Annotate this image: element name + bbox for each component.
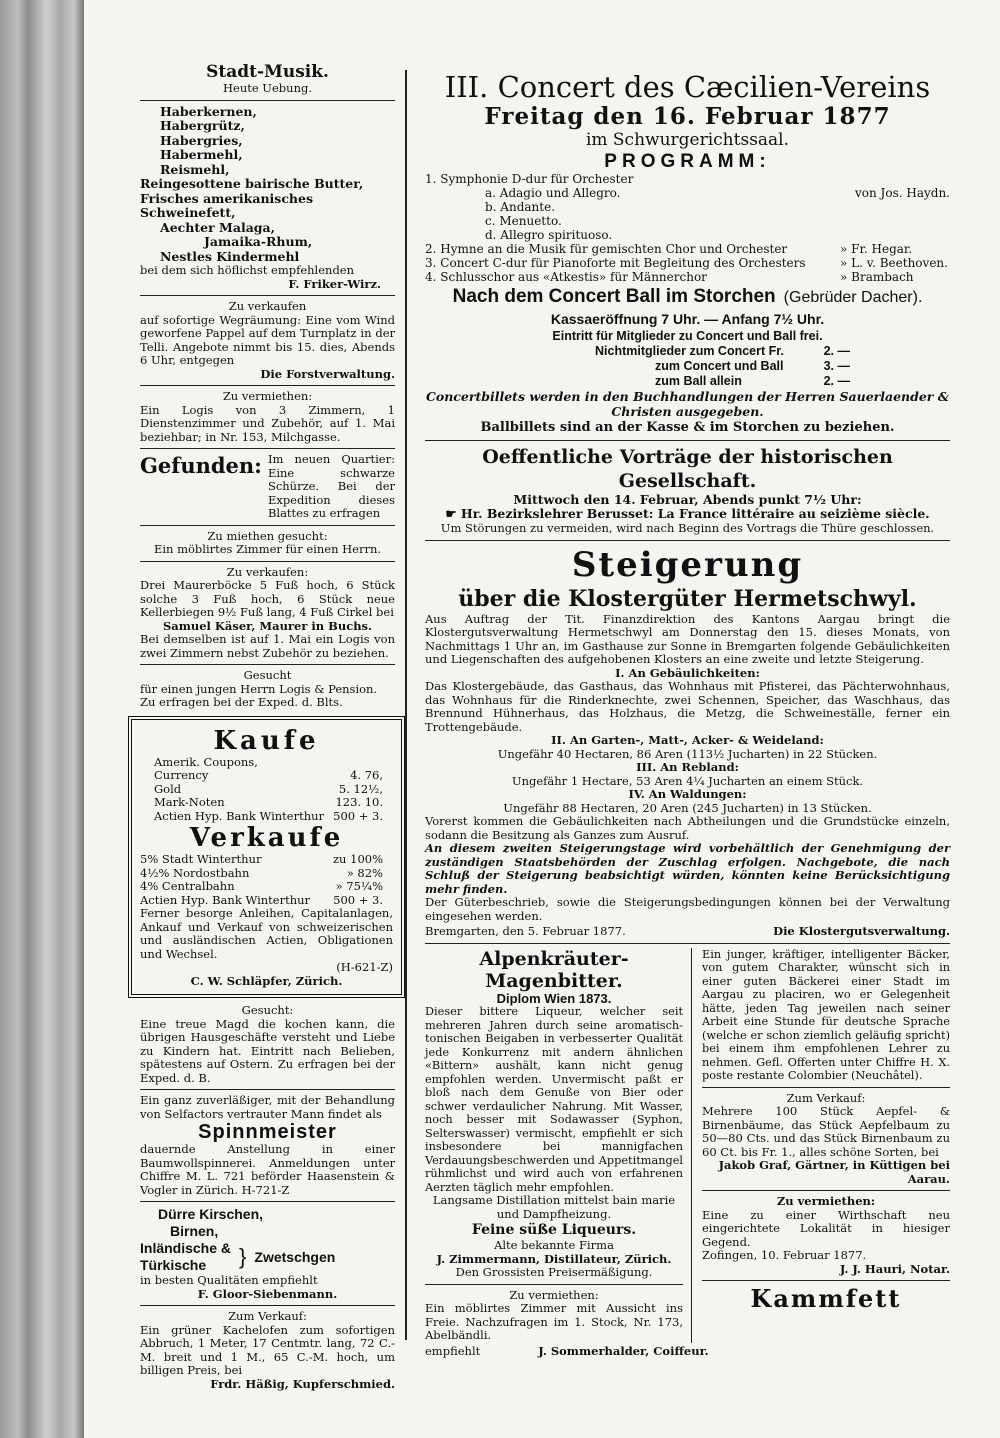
programm-list <box>425 172 950 284</box>
price-row <box>595 359 850 374</box>
steigerung-bold-note: An diesem zweiten Steigerungstage wird vorbehältlich der Genehmigung der zuständigen Staatsbehörden der Zuschlag erfolgen. Nachgebote, die nach Schluß der Steigerung beabsichtigt würden, könnten keine Berücksichtigung mehr finden. <box>425 841 950 896</box>
baeume-text: Mehrere 100 Stück Aepfel- & Birnenbäume, das Stück Aepfelbaum zu 50—80 Cts. und das Stück Birnenbaum zu 60 Ct. bis Fr. 1., alles schöne Sorten, bei <box>702 1104 950 1159</box>
row-label: 4½% Nordostbahn <box>140 865 250 880</box>
price-row <box>595 374 850 389</box>
ad-item: Habermehl, <box>160 147 243 162</box>
steigerung-section: II. An Garten-, Matt-, Acker- & Weideland: <box>551 733 824 747</box>
gloor-group <box>140 1240 395 1274</box>
kaufe-row <box>154 769 383 783</box>
verkaufen-heading: Zu verkaufen <box>228 299 307 313</box>
kachel-name: Frdr. Häßig, Kupferschmied. <box>210 1376 395 1391</box>
kaufe-table <box>140 756 393 824</box>
book-binding-edge <box>0 0 84 1438</box>
item-composer: von Jos. Haydn. <box>855 186 950 200</box>
divider <box>140 525 395 526</box>
steigerung-subheading: über die Klostergüter Hermetschwyl. <box>458 585 917 612</box>
vermiethen-heading: Zu vermiethen: <box>222 389 313 403</box>
ball-line <box>425 286 950 307</box>
vortrag-note: Um Störungen zu vermeiden, wird nach Beginn des Vortrags die Thüre geschlossen. <box>440 521 935 535</box>
billets: Concertbillets werden in den Buchhandlungen der Herren Sauerlaender & Christen ausgegeben. <box>425 388 950 419</box>
ball-host: (Gebrüder Dacher). <box>783 289 923 306</box>
heute-uebung: Heute Uebung. <box>222 81 312 95</box>
price-label: zum Concert und Ball <box>655 358 784 373</box>
divider <box>425 1284 683 1285</box>
steigerung-place: Bremgarten, den 5. Februar 1877. <box>425 924 626 938</box>
item-text: a. Adagio und Allegro. <box>485 186 621 200</box>
kammfett-heading: Kammfett <box>750 1284 902 1313</box>
programm-item <box>425 270 950 284</box>
vortrag-heading: Oeffentliche Vorträge der historischen Gesellschaft. <box>482 445 893 492</box>
baeume-heading: Zum Verkauf: <box>786 1090 866 1105</box>
vortrag-speaker <box>425 506 950 522</box>
row-value: 5. 12½, <box>338 781 383 796</box>
price-list <box>425 344 950 389</box>
divider <box>140 385 395 386</box>
kaufe-heading: Kaufe <box>213 725 320 756</box>
programm-item: c. Menuetto. <box>485 214 562 228</box>
divider <box>425 540 950 541</box>
row-value: » 82% <box>346 865 383 880</box>
ad-item: Habergrütz, <box>160 118 245 133</box>
kaufe-row <box>154 810 383 824</box>
gloor-note: in besten Qualitäten empfiehlt <box>140 1273 318 1287</box>
ballbillets: Ballbillets sind an der Kasse & im Storchen zu beziehen. <box>480 419 895 435</box>
liqueurs-firm: Alte bekannte Firma <box>494 1238 614 1252</box>
gloor-name: F. Gloor-Siebenmann. <box>197 1286 338 1301</box>
kachel-text: Ein grüner Kachelofen zum sofortigen Abbruch, 1 Meter, 17 Centmtr. lang, 72 C.-M. breit und 1 M., 65 C.-M. hoch, um billigen Preis, bei <box>140 1322 395 1377</box>
gloor-right: Zwetschgen <box>254 1248 336 1265</box>
divider <box>140 561 395 562</box>
vortrag-speaker-text: Hr. Bezirkslehrer Berusset: La France littéraire au seizième siècle. <box>460 506 930 521</box>
item-number: 3. <box>425 256 437 270</box>
concert-date: Freitag den 16. Februar 1877 <box>484 103 891 130</box>
verkaufen2-note: Bei demselben ist auf 1. Mai ein Logis von zwei Zimmern nebst Zubehör zu beziehen. <box>140 632 395 660</box>
item-text: Schlusschor aus «Atkestis» für Männerchor <box>440 270 707 284</box>
alpen-diplom: Diplom Wien 1873. <box>496 990 612 1006</box>
verkaufen2-text: Drei Maurerböcke 5 Fuß hoch, 6 Stück solche 3 Fuß hoch, 6 Stück neue Kellerbiegen 9½ Fuß lang, 4 Fuß Cirkel bei <box>140 578 395 619</box>
verkaufe-row <box>140 867 383 881</box>
gloor-line: Dürre Kirschen, <box>158 1206 264 1222</box>
row-label: Amerik. Coupons, <box>154 754 258 769</box>
programm-item <box>425 172 950 186</box>
schlaepfer-ad-box <box>128 716 405 999</box>
steigerung-section-text: Ungefähr 40 Hectaren, 86 Aren (113½ Jucharten) in 22 Stücken. <box>497 746 878 761</box>
gesucht1-note: Zu erfragen bei der Exped. d. Blts. <box>140 695 343 709</box>
row-label: Actien Hyp. Bank Winterthur <box>154 808 325 823</box>
programm-item <box>425 242 950 256</box>
steigerung-sign: Die Klostergutsverwaltung. <box>773 924 950 938</box>
right-subcolumn <box>702 948 950 1343</box>
item-number: 4. <box>425 270 437 284</box>
alpen-text: Dieser bittere Liqueur, welcher seit mehreren Jahren durch seine aromatisch-tonischen Beigaben in verbesserter Qualität jede Konkurrenz mit andern ähnlichen «Bittern» aushält, kann nicht genug empfohlen werden. Unvermischt paßt er bloß nach dem Genuße von Bier oder schwer verdaulicher Nahrung. Mit Wasser, noch besser mit Sodawasser (Syphon, Selterswasser) vermischt, empfiehlt er sich insbesondere bei mannigfachen Verdauungsbeschwerden und Appetitmangel rühmlichst und wird auch von erfahrenen Aerzten täglich mehr empfohlen. <box>425 1005 683 1194</box>
gesucht1-heading: Gesucht <box>243 668 292 682</box>
ad-item: Reingesottene bairische Butter, <box>140 176 364 191</box>
baecker-text: Ein junger, kräftiger, intelligenter Bäcker, von gutem Charakter, wünscht sich in einer guten Bäckerei einer Stadt im Aargau zu placiren, wo er Gelegenheit hätte, jeden Tag jeweilen nach seiner Arbeit eine Stunde für deutsche Sprache (welche er schon ziemlich geläufig spricht) bei einem ihm empfohlenen Lehrer zu nehmen. Gefl. Offerten unter Chiffre H. X. poste restante Colombier (Neuchâtel). <box>702 947 950 1082</box>
ad-item: Reismehl, <box>160 161 230 177</box>
verkaufen-sign: Die Forstverwaltung. <box>260 366 395 381</box>
concert-place: im Schwurgerichtssaal. <box>585 130 790 150</box>
verkaufe-code: (H-621-Z) <box>336 960 393 974</box>
ball-text: Nach dem Concert Ball im Storchen <box>452 286 776 307</box>
item-composer: » Brambach <box>840 270 914 284</box>
row-value: 500 + 3. <box>333 808 383 823</box>
eintritt: Eintritt für Mitglieder zu Concert und Ball frei. <box>552 328 823 343</box>
price-row <box>595 344 850 359</box>
alpen-dist: Langsame Distillation mittelst bain marie und Dampfheizung. <box>432 1193 676 1221</box>
divider <box>425 943 950 944</box>
column-divider <box>405 70 407 1340</box>
spinn-text: dauernde Anstellung in einer Baumwollspinnerei. Anmeldungen unter Chiffre M. L. 721 beförder Haasenstein & Vogler in Zürich. H-721-Z <box>140 1142 395 1197</box>
divider <box>702 1087 950 1088</box>
programm-item <box>425 256 950 270</box>
programm-item <box>425 186 950 200</box>
alpen-heading: Alpenkräuter-Magenbitter. <box>479 947 629 992</box>
programm-item: d. Allegro spirituoso. <box>485 228 613 242</box>
divider <box>140 100 395 101</box>
row-value: 4. 76, <box>350 768 383 782</box>
ad-item: Habergries, <box>160 132 243 148</box>
row-label: Currency <box>154 768 209 782</box>
price-label: Nichtmitglieder zum Concert Fr. <box>595 343 784 358</box>
verkaufe-row <box>140 853 383 867</box>
row-label: Gold <box>154 781 182 796</box>
gefunden-heading: Gefunden: <box>140 453 262 478</box>
ad-item: Jamaika-Rhum, <box>204 234 313 249</box>
friker-name: F. Friker-Wirz. <box>288 276 381 291</box>
row-value: 123. 10. <box>335 795 383 809</box>
item-composer: » Fr. Hegar. <box>840 242 913 256</box>
right-column <box>425 70 950 1358</box>
kaufe-row <box>154 796 383 810</box>
steigerung-heading: Steigerung <box>571 544 804 585</box>
gesucht1-text: für einen jungen Herrn Logis & Pension. <box>140 681 378 696</box>
bottom-section <box>425 948 950 1343</box>
ad-item: Nestles Kindermehl <box>160 248 300 264</box>
concert-title: III. Concert des Cæcilien-Vereins <box>444 70 931 104</box>
steigerung-section-text: Ungefähr 88 Hectaren, 20 Aren (245 Jucharten) in 13 Stücken. <box>503 800 872 815</box>
price-label: zum Ball allein <box>655 373 742 388</box>
divider <box>140 448 395 449</box>
item-number: 1. <box>425 172 437 186</box>
stadt-musik-heading: Stadt-Musik. <box>206 62 329 82</box>
steigerung-note: Der Güterbeschrieb, sowie die Steigerungsbedingungen können bei der Verwaltung eingesehen werden. <box>425 895 950 923</box>
item-composer: » L. v. Beethoven. <box>840 256 948 270</box>
kachel-heading: Zum Verkauf: <box>228 1309 307 1323</box>
row-value: » 75¼% <box>335 879 383 893</box>
programm-heading: PROGRAMM: <box>604 151 771 172</box>
steigerung-section: I. An Gebäulichkeiten: <box>615 665 760 680</box>
kammfett-pre: empfiehlt <box>425 1343 481 1358</box>
vermiethen-text: Ein Logis von 3 Zimmern, 1 Dienstenzimmer und Zubehör, auf 1. Mai beziehbar; in Nr. 153, Milchgasse. <box>140 402 395 444</box>
verkaufe-row <box>140 880 383 894</box>
wirth-sign: J. J. Hauri, Notar. <box>839 1261 950 1276</box>
price-value: 2. — <box>823 343 850 358</box>
ad-item: Haberkernen, <box>160 103 257 119</box>
kaufe-row <box>154 756 383 770</box>
gefunden-ad <box>140 453 395 521</box>
steigerung-section: III. An Rebland: <box>636 760 739 774</box>
steigerung-section-text: Das Klostergebäude, das Gasthaus, das Wohnhaus mit Pfisterei, das Pächterwohnhaus, das Wohnhaus für die Rinderknechte, zwei Schennen, Speicher, das Waschhaus, das Brennund Hühnerhaus, das Holzhaus, die Metzg, die Schweineställe, ferner ein Trottengebäude. <box>425 679 950 734</box>
verkaufe-heading: Verkaufe <box>189 823 344 853</box>
gloor-line: Inländische & <box>140 1240 232 1256</box>
spinn-heading: Spinnmeister <box>198 1121 337 1143</box>
divider <box>702 1190 950 1191</box>
miethen-heading: Zu miethen gesucht: <box>207 528 328 543</box>
wirth-text: Eine zu einer Wirthschaft neu eingerichtete Lokalität in hiesiger Gegend. <box>702 1207 950 1249</box>
pointing-hand-icon: ☛ <box>445 506 461 521</box>
wirth-heading: Zu vermiethen: <box>776 1194 876 1208</box>
row-label: 5% Stadt Winterthur <box>140 852 262 866</box>
gesucht2-heading: Gesucht: <box>241 1003 294 1017</box>
baeume-name: Jakob Graf, Gärtner, in Küttigen bei Aarau. <box>718 1158 950 1186</box>
divider <box>140 664 395 665</box>
verkaufen-text: auf sofortige Wegräumung: Eine vom Wind geworfene Pappel auf dem Turnplatz in der Telli. Angebote nimmt bis 15. dies, Abends 6 Uhr, entgegen <box>140 312 395 367</box>
programm-item: b. Andante. <box>485 200 556 214</box>
gloor-ad <box>140 1206 395 1274</box>
steigerung-section-text: Ungefähr 1 Hectare, 53 Aren 4¼ Jucharten an einem Stück. <box>511 773 864 788</box>
item-text: Concert C-dur für Pianoforte mit Begleitung des Orchesters <box>440 256 806 270</box>
zimmer-heading: Zu vermiethen: <box>509 1287 599 1302</box>
row-label: Actien Hyp. Bank Winterthur <box>140 892 311 907</box>
gloor-line: Türkische <box>140 1257 207 1273</box>
row-label: Mark-Noten <box>154 795 225 809</box>
verkaufen2-name: Samuel Käser, Maurer in Buchs. <box>162 618 373 633</box>
left-column <box>140 62 395 1391</box>
kaufe-row <box>154 783 383 797</box>
friker-note: bei dem sich höflichst empfehlenden <box>140 263 355 277</box>
price-value: 3. — <box>823 358 850 373</box>
brace-icon: } <box>239 1244 247 1269</box>
verkaufe-row <box>140 894 383 908</box>
ad-item: Frisches amerikanisches Schweinefett, <box>140 190 314 220</box>
item-number: 2. <box>425 242 437 256</box>
spinn-intro: Ein ganz zuverläßiger, mit der Behandlung von Selfactors vertrauter Mann findet als <box>140 1093 395 1121</box>
kammfett-name: J. Sommerhalder, Coiffeur. <box>538 1343 709 1358</box>
vortrag-date: Mittwoch den 14. Februar, Abends punkt 7½ Uhr: <box>513 491 862 507</box>
gloor-left <box>140 1240 231 1274</box>
item-text: Symphonie D-dur für Orchester <box>440 172 634 186</box>
alpen-column <box>425 948 692 1343</box>
verkaufe-table <box>140 853 393 907</box>
zimmer-text: Ein möblirtes Zimmer mit Aussicht ins Freie. Nachzufragen im 1. Stock, Nr. 173, Abelbändli. <box>425 1301 683 1342</box>
divider <box>140 1305 395 1306</box>
row-label: 4% Centralbahn <box>140 879 235 893</box>
divider <box>140 1089 395 1090</box>
liqueurs-note: Den Grossisten Preisermäßigung. <box>455 1265 653 1279</box>
wirth-place: Zofingen, 10. Februar 1877. <box>702 1248 867 1262</box>
steigerung-footer <box>425 925 950 939</box>
kasse: Kassaeröffnung 7 Uhr. — Anfang 7½ Uhr. <box>550 310 825 327</box>
miethen-text: Ein möblirtes Zimmer für einen Herrn. <box>153 542 382 556</box>
liqueurs-heading: Feine süße Liqueurs. <box>471 1222 637 1238</box>
divider <box>425 440 950 441</box>
ad-item: Aechter Malaga, <box>160 219 275 235</box>
verkaufe-note: Ferner besorge Anleihen, Capitalanlagen, Ankauf und Verkauf von schweizerischen und ausländischen Actien, Obligationen und Wechsel. <box>140 906 393 961</box>
verkaufen2-heading: Zu verkaufen: <box>226 564 309 579</box>
row-value: zu 100% <box>333 852 383 866</box>
gefunden-text: Im neuen Quartier: Eine schwarze Schürze. Bei der Expedition dieses Blattes zu erfragen <box>267 452 395 520</box>
liqueurs-name: J. Zimmermann, Distillateur, Zürich. <box>436 1251 672 1266</box>
divider <box>702 1280 950 1281</box>
gloor-line: Birnen, <box>170 1223 219 1239</box>
divider <box>140 295 395 296</box>
row-value: 500 + 3. <box>333 892 383 907</box>
item-text: Hymne an die Musik für gemischten Chor und Orchester <box>440 242 788 256</box>
gesucht2-text: Eine treue Magd die kochen kann, die übrigen Hausgeschäfte versteht und Liebe zu Kindern hat. Eintritt nach Belieben, spätestens auf Ostern. Zu erfragen bei der Exped. d. B. <box>140 1016 395 1085</box>
divider <box>140 1201 395 1202</box>
steigerung-section: IV. An Waldungen: <box>628 787 747 801</box>
price-value: 2. — <box>823 373 850 388</box>
friker-ad <box>140 105 395 265</box>
steigerung-note: Vorerst kommen die Gebäulichkeiten nach Abtheilungen und die Grundstücke einzeln, sodann die Besitzung als Ganzes zum Ausruf. <box>425 814 950 842</box>
verkaufe-sign: C. W. Schläpfer, Zürich. <box>190 973 343 988</box>
steigerung-text: Aus Auftrag der Tit. Finanzdirektion des Kantons Aargau bringt die Klostergutsverwaltung Hermetschwyl am Donnerstag den 15. dieses Monats, von Nachmittags 1 Uhr an, im Gasthause zur Sonne in Bremgarten folgende Gebäulichkeiten und Liegenschaften des aufgehobenen Klosters an eine zweite und letzte Steigerung. <box>425 611 950 666</box>
kammfett-footer <box>425 1345 950 1359</box>
